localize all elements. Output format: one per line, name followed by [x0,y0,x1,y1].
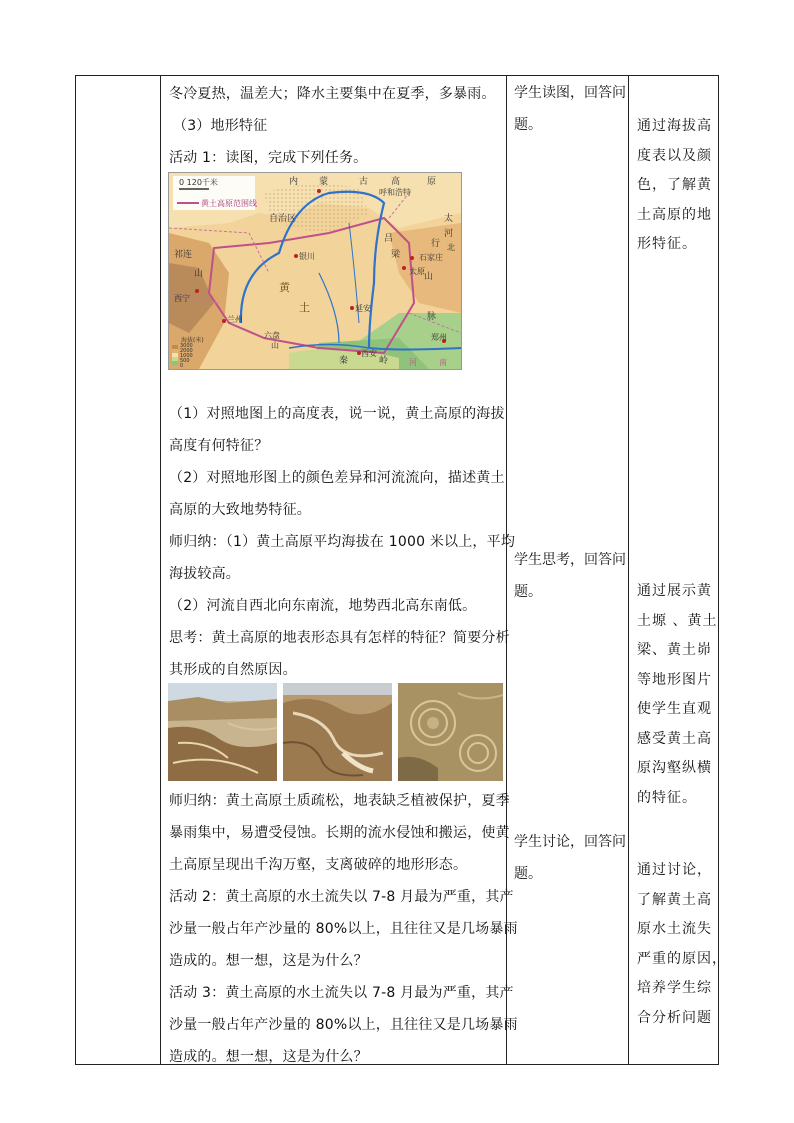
text-line: 师归纳：（1）黄土高原平均海拔在 1000 米以上，平均 [169,534,516,550]
text-line: 冬冷夏热，温差大；降水主要集中在夏季，多暴雨。 [169,86,496,102]
map-label: 秦 [339,356,349,366]
city-label: 石家庄 [419,253,443,262]
text-line: 造成的。想一想，这是为什么？ [169,953,368,969]
city-label: 太原 [409,267,425,276]
text-line: 高原的大致地势特征。 [169,502,311,518]
column-divider [506,76,507,1064]
city-label: 西宁 [174,294,190,303]
map-label: 河 [444,229,454,239]
elevation-scale: 3000 2000 1000 500 0 [180,343,193,369]
text-line: 使学生直观 [637,701,712,717]
text-line: 原水土流失 [637,921,712,937]
map-label: 吕 [384,234,394,244]
map-label: 脉 [427,312,437,322]
text-line: 题。 [514,584,542,600]
text-line: 度表以及颜 [637,147,712,164]
design-intent-1 [637,112,712,260]
map-legend-label: 黄土高原范围线 [201,199,257,208]
design-intent-2 [637,577,717,813]
text-line: 了解黄土高 [637,891,712,908]
map-label: 六盘 [264,331,280,340]
text-line: （2）对照地形图上的颜色差异和河流流向，描述黄土 [169,470,505,486]
text-line: 梁、黄土峁 [637,642,712,658]
column-divider [160,76,161,1064]
map-label: 河 [409,358,417,367]
text-line: （1）对照地图上的高度表，说一说，黄土高原的海拔 [169,406,505,422]
text-line: 形特征。 [637,236,697,252]
loess-tableland-photo [168,683,277,781]
city-label: 银川 [299,252,315,261]
text-line: 等地形图片 [637,671,712,688]
map-label: 高 [391,177,401,187]
text-line: 题。 [514,117,542,133]
map-label: 蒙 [319,177,329,187]
text-line: （2）河流自西北向东南流，地势西北高东南低。 [169,598,477,614]
map-label: 行 [431,239,441,249]
text-line: 通过海拔高 [637,118,712,134]
text-line: 活动 2：黄土高原的水土流失以 7-8 月最为严重，其产 [169,889,514,905]
map-label: 原 [427,177,437,187]
text-line: 暴雨集中，易遭受侵蚀。长期的流水侵蚀和搬运，使黄 [169,825,510,841]
map-label: 内 [289,177,299,187]
map-label: 自治区 [269,214,297,224]
loess-hill-photo [398,683,503,781]
elevation-title: 海拔(米) [181,337,204,344]
city-label: 兰州 [227,315,243,324]
map-label: 岭 [379,356,389,366]
city-label: 郑州 [431,333,447,342]
map-label: 古 [359,177,369,187]
teacher-summary [169,785,518,1073]
map-label: 太 [444,214,454,224]
design-intent-3 [637,856,727,1033]
text-line: 土高原的地 [637,206,712,223]
map-label: 南 [439,358,447,367]
map-label: 祁连 [174,250,193,260]
text-line: 其形成的自然原因。 [169,662,297,678]
text-line: 学生读图，回答问 [514,85,626,101]
text-line: 沙量一般占年产沙量的 80%以上，且往往又是几场暴雨 [169,921,518,937]
student-activity-1 [514,77,626,141]
loess-ridge-photo [283,683,392,781]
city-label: 延安 [355,304,371,313]
student-activity-2 [514,544,626,608]
text-line: 海拔较高。 [169,566,240,582]
text-line: 师归纳：黄土高原土质疏松，地表缺乏植被保护，夏季 [169,793,510,809]
text-line: 合分析问题 [637,1009,712,1026]
teacher-activity-body [169,398,516,686]
text-line: 活动 3：黄土高原的水土流失以 7-8 月最为严重，其产 [169,985,514,1001]
text-line: 色，了解黄 [637,177,712,193]
activity-title: 活动 1：读图，完成下列任务。 [169,150,368,166]
map-label: 土 [299,301,310,314]
student-activity-3 [514,826,626,890]
text-line: 沙量一般占年产沙量的 80%以上，且往往又是几场暴雨 [169,1017,518,1033]
city-label: 西安 [361,349,377,358]
text-line: 造成的。想一想，这是为什么？ [169,1049,368,1065]
text-line: 通过讨论， [637,862,712,878]
city-label: 呼和浩特 [379,188,411,197]
text-line: 原沟壑纵横 [637,760,712,776]
map-label: 黄 [279,281,290,294]
text-line: 土高原呈现出千沟万壑，支离破碎的地形形态。 [169,857,468,873]
map-scale: 0 120千米 [179,178,218,187]
section-heading: （3）地形特征 [173,118,268,134]
text-line: 培养学生综 [637,980,712,996]
map-label: 山 [271,341,279,350]
map-label: 山 [194,269,204,279]
text-line: 严重的原因， [637,950,727,967]
text-line: 土塬 、黄土 [637,612,718,629]
map-label: 北 [447,243,455,252]
text-line: 思考：黄土高原的地表形态具有怎样的特征？简要分析 [169,630,510,646]
text-line: 感受黄土高 [637,730,712,747]
teacher-activity-intro [169,78,504,174]
map-label: 梁 [391,250,401,260]
loess-plateau-map [168,172,462,370]
text-line: 学生思考，回答问 [514,552,626,568]
text-line: 的特征。 [637,789,697,806]
map-label: 山 [424,272,434,282]
text-line: 题。 [514,866,542,882]
text-line: 高度有何特征？ [169,438,269,454]
text-line: 通过展示黄 [637,583,712,599]
text-line: 学生讨论，回答问 [514,834,626,850]
column-divider [628,76,629,1064]
